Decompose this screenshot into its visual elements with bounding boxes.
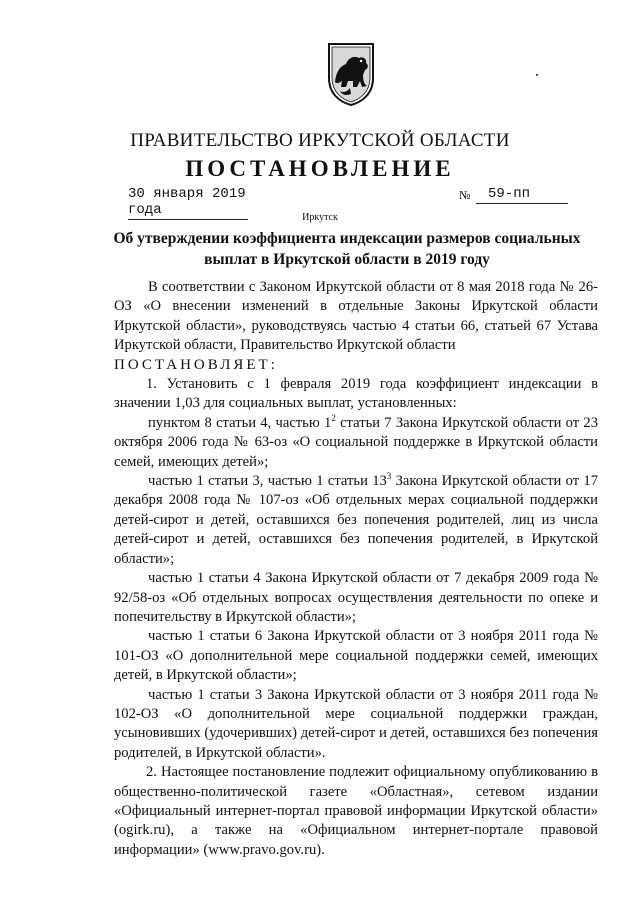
- scan-speck: [536, 74, 538, 76]
- document-date: 30 января 2019 года: [128, 186, 248, 220]
- item-law-102: частью 1 статьи 3 Закона Иркутской области от 3 ноября 2011 года № 102-ОЗ «О дополнительной мере социальной поддержки граждан, усыновивших (удочеривших) детей-сирот и детей, оставшихся без попечения родителей, в Иркутской области».: [114, 686, 598, 761]
- item-law-92-58: частью 1 статьи 4 Закона Иркутской области от 7 декабря 2009 года № 92/58-оз «Об отдельных вопросах осуществления деятельности по опеке и попечительству в Иркутской области»;: [114, 570, 598, 625]
- item-law-101: частью 1 статьи 6 Закона Иркутской области от 3 ноября 2011 года № 101-ОЗ «О дополнительной мере социальной поддержки семей, имеющих детей, в Иркутской области»;: [114, 628, 598, 684]
- document-number: 59-пп: [476, 186, 568, 204]
- item-law-107: [114, 472, 598, 569]
- superscript: 2: [331, 412, 336, 423]
- government-name: ПРАВИТЕЛЬСТВО ИРКУТСКОЙ ОБЛАСТИ: [130, 130, 510, 151]
- document-body: [114, 278, 598, 860]
- preamble-paragraph: В соответствии с Законом Иркутской области от 8 мая 2018 года № 26-ОЗ «О внесении изменений в отдельные Законы Иркутской области Иркутской области», руководствуясь частью 4 статьи 66, статьей 67 Устава Иркутской области, Правительство Иркутской области: [114, 279, 598, 354]
- superscript: 3: [386, 471, 392, 482]
- document-type: ПОСТАНОВЛЕНИЕ: [185, 156, 455, 181]
- item-law-63: [114, 414, 598, 472]
- item-text: пунктом 8 статьи 4, частью 1: [148, 414, 332, 431]
- item-text: Закона Иркутской области от 17 декабря 2008 года № 107-оз «Об отдельных мерах социальной поддержки детей-сирот и детей, оставшихся без попечения родителей, лиц из числа детей-сирот и детей, оставшихся без попечения родителей, в Иркутской области»;: [114, 473, 598, 567]
- coat-of-arms-emblem: [326, 42, 376, 106]
- city-name: Иркутск: [302, 212, 338, 223]
- document-title: Об утверждении коэффициента индексации размеров социальных выплат в Иркутской области в 2019 году: [113, 230, 581, 268]
- paragraph-1: 1. Установить с 1 февраля 2019 года коэффициент индексации в значении 1,03 для социальных выплат, установленных:: [114, 376, 598, 412]
- decrees-heading: ПОСТАНОВЛЯЕТ:: [114, 356, 278, 373]
- item-text: статьи 7 Закона Иркутской области от 23 октября 2006 года № 63-оз «О социальной поддержке в Иркутской области семей, имеющих детей»;: [114, 414, 598, 470]
- number-sign: №: [459, 188, 471, 202]
- paragraph-2: 2. Настоящее постановление подлежит официальному опубликованию в общественно-политической газете «Областная», сетевом издании «Официальный интернет-портал правовой информации Иркутской области» (ogirk.ru), а также на «Официальном интернет-портале правовой информации» (www.pravo.gov.ru).: [114, 764, 598, 858]
- item-text: частью 1 статьи 3, частью 1 статьи 13: [148, 473, 387, 490]
